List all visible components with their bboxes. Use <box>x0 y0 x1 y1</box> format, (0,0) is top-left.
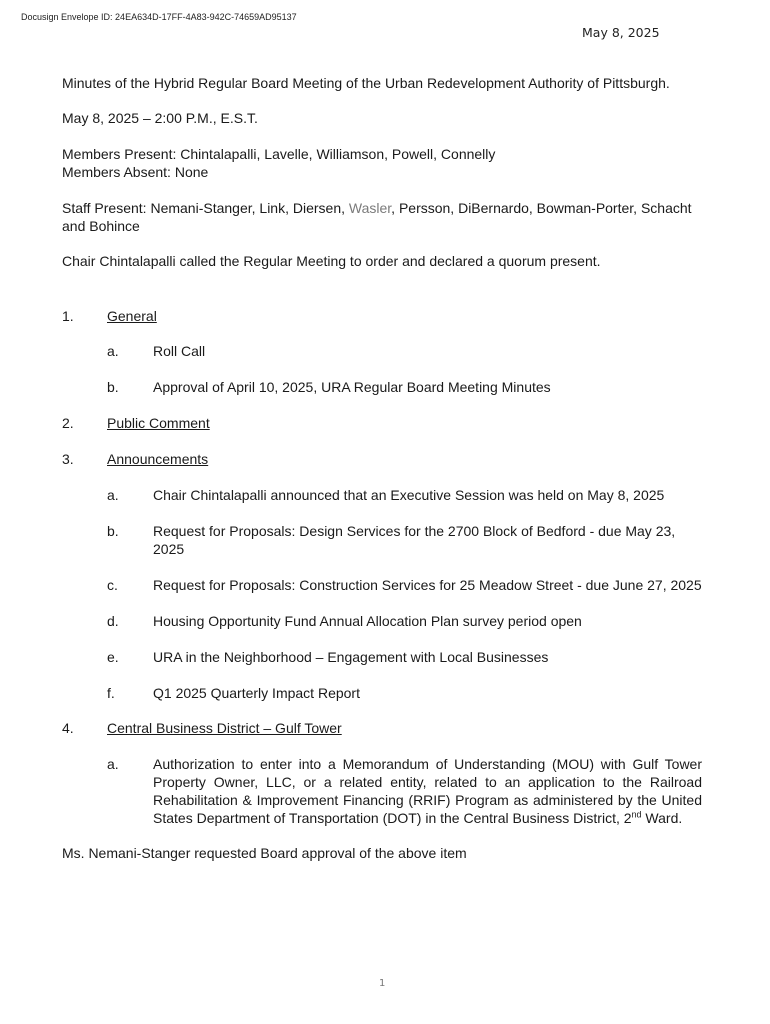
item-text: Roll Call <box>153 343 206 359</box>
minutes-title: Minutes of the Hybrid Regular Board Meeting of the Urban Redevelopment Authority of Pittsburgh. <box>62 75 670 91</box>
section-title: General <box>107 308 157 324</box>
item-letter: f. <box>107 685 115 701</box>
section-number: 2. <box>62 415 74 431</box>
item-letter: b. <box>107 523 119 539</box>
members-present: Members Present: Chintalapalli, Lavelle, Williamson, Powell, Connelly <box>62 146 496 162</box>
item-text-end: Ward. <box>641 810 683 826</box>
staff-list-end: , Persson, DiBernardo, Bowman-Porter, Schacht and Bohince <box>62 200 692 234</box>
item-text: Q1 2025 Quarterly Impact Report <box>153 685 360 701</box>
attendance <box>62 145 712 181</box>
minutes-body <box>62 74 712 862</box>
item-letter: c. <box>107 577 118 593</box>
call-to-order: Chair Chintalapalli called the Regular Meeting to order and declared a quorum present. <box>62 253 601 269</box>
section-announcements <box>62 450 712 468</box>
item-text: Request for Proposals: Design Services for the 2700 Block of Bedford - due May 23, 2025 <box>153 523 676 557</box>
staff-present <box>62 199 712 235</box>
section-gulf-tower <box>62 719 712 737</box>
item-text: Request for Proposals: Construction Services for 25 Meadow Street - due June 27, 2025 <box>153 577 702 593</box>
item-letter: e. <box>107 649 119 665</box>
agenda-item <box>62 522 712 558</box>
agenda-item <box>62 576 712 594</box>
agenda-item <box>62 755 712 827</box>
item-text: Approval of April 10, 2025, URA Regular Board Meeting Minutes <box>153 379 551 395</box>
section-general <box>62 307 712 325</box>
members-absent: Members Absent: None <box>62 164 209 180</box>
section-title: Public Comment <box>107 415 210 431</box>
agenda-item <box>62 486 712 504</box>
section-number: 1. <box>62 308 74 324</box>
item-text: Housing Opportunity Fund Annual Allocation Plan survey period open <box>153 613 582 629</box>
page-number: 1 <box>379 978 386 989</box>
ordinal-suffix: nd <box>631 809 642 820</box>
meeting-datetime: May 8, 2025 – 2:00 P.M., E.S.T. <box>62 110 258 126</box>
agenda-item <box>62 684 712 702</box>
section-number: 3. <box>62 451 74 467</box>
item-letter: a. <box>107 756 119 772</box>
docusign-envelope-id: Docusign Envelope ID: 24EA634D-17FF-4A83-942C-74659AD95137 <box>21 12 297 22</box>
item-text: URA in the Neighborhood – Engagement with Local Businesses <box>153 649 549 665</box>
staff-list-start: Staff Present: Nemani-Stanger, Link, Diersen, <box>62 200 349 216</box>
item-letter: a. <box>107 343 119 359</box>
item-letter: a. <box>107 487 119 503</box>
staff-name-wasler: Wasler <box>348 200 392 216</box>
agenda-item <box>62 612 712 630</box>
item-letter: d. <box>107 613 119 629</box>
agenda-item <box>62 342 712 360</box>
item-text: Authorization to enter into a Memorandum of Understanding (MOU) with Gulf Tower Property Owner, LLC, or a related entity, related to an application to the Railroad Rehabilitation & Improvement Financing (RRIF) Program as administered by the United States Department of Transportation (DOT) in the Central Business District, 2 <box>153 756 702 826</box>
section-title: Central Business District – Gulf Tower <box>107 720 342 736</box>
closing-request: Ms. Nemani-Stanger requested Board approval of the above item <box>62 845 467 861</box>
section-public-comment <box>62 414 712 432</box>
section-title: Announcements <box>107 451 209 467</box>
header-date: May 8, 2025 <box>582 25 660 40</box>
agenda-item <box>62 378 712 396</box>
section-number: 4. <box>62 720 74 736</box>
agenda-item <box>62 648 712 666</box>
item-text: Chair Chintalapalli announced that an Executive Session was held on May 8, 2025 <box>153 487 665 503</box>
item-letter: b. <box>107 379 119 395</box>
